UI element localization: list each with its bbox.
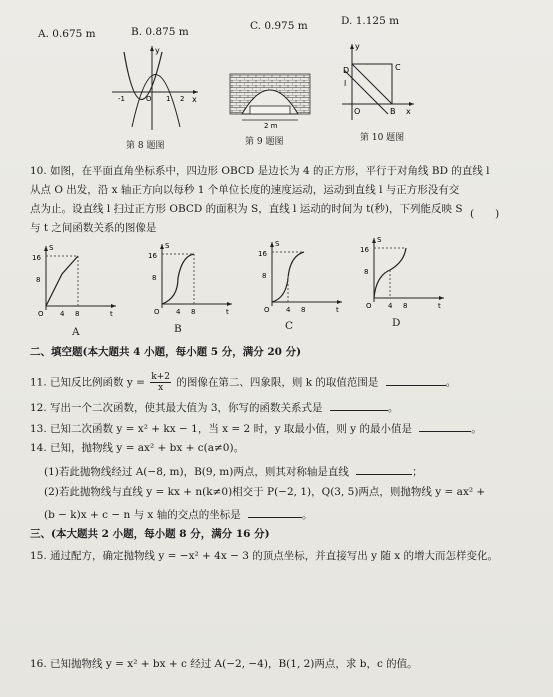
fig8-origin: O xyxy=(146,95,152,103)
label-c: C xyxy=(285,320,294,332)
section-2-title: 二、填空题(本大题共 4 小题，每小题 5 分，满分 20 分) xyxy=(30,346,302,358)
q14-intro: 14. 已知，抛物线 y = ax² + bx + c(a≠0)。 xyxy=(30,442,245,454)
graph-d-4: 4 xyxy=(388,302,393,310)
fig9-dimension: 2 m xyxy=(264,122,278,130)
q12: 12. 写出一个二次函数，使其最大值为 3，你写的函数关系式是 。 xyxy=(30,402,399,414)
q14-part2b-text: (b − k)x + c − n 与 x 轴的交点的坐标是 xyxy=(44,509,241,521)
graph-b-8t: 8 xyxy=(191,308,196,316)
graph-d-16: 16 xyxy=(360,246,369,254)
label-a: A xyxy=(72,326,80,338)
graph-option-a xyxy=(32,240,122,320)
q13-text: 13. 已知二次函数 y = x² + kx − 1，当 x = 2 时，y 取最小值，则 y 的最小值是 xyxy=(30,423,412,435)
graph-b-s: S xyxy=(165,242,170,250)
graph-c-16: 16 xyxy=(258,250,267,258)
q13-answer-blank[interactable] xyxy=(419,421,471,432)
fig8-minus1: -1 xyxy=(118,95,125,103)
graph-b-t: t xyxy=(226,308,229,316)
figure-8-graph xyxy=(110,42,202,134)
graph-b-o: O xyxy=(154,308,160,316)
graph-a-4: 4 xyxy=(60,310,65,318)
graph-option-b xyxy=(148,238,238,318)
fig10-y-label: y xyxy=(355,42,360,51)
q10-line1: 10. 如图，在平面直角坐标系中，四边形 OBCD 是边长为 4 的正方形，平行于对角线 BD 的直线 l xyxy=(30,165,490,177)
fig10-origin: O xyxy=(354,107,361,116)
graph-d-8t: 8 xyxy=(403,302,408,310)
option-a: A. 0.675 m xyxy=(38,28,96,40)
graph-a-8: 8 xyxy=(36,276,41,284)
q11: 11. 已知反比例函数 y = $\frac{k+2}{x}$ 的图像在第二、四象限，则 k 的取值范围是 。 xyxy=(30,372,457,393)
figure-10-caption: 第 10 题图 xyxy=(360,133,405,143)
fig8-x-label: x xyxy=(192,95,197,104)
q14-part2b: (b − k)x + c − n 与 x 轴的交点的坐标是 。 xyxy=(44,509,313,521)
graph-option-d xyxy=(360,232,450,312)
graph-a-16: 16 xyxy=(32,254,41,262)
q16: 16. 已知抛物线 y = x² + bx + c 经过 A(−2, −4)，B(1, 2)两点，求 b，c 的值。 xyxy=(30,658,418,670)
q10-line4: 与 t 之间函数关系的图像是 xyxy=(30,222,157,234)
q15: 15. 通过配方，确定抛物线 y = −x² + 4x − 3 的顶点坐标，并直接写出 y 随 x 的增大而怎样变化。 xyxy=(30,550,498,562)
figure-10-square xyxy=(338,40,418,124)
q14-part1: (1)若此抛物线经过 A(−8, m)，B(9, m)两点，则其对称轴是直线 ； xyxy=(44,466,423,478)
figure-8-caption: 第 8 题图 xyxy=(126,141,165,151)
graph-a-t: t xyxy=(110,310,113,318)
section-3-title: 三、(本大题共 2 小题，每小题 8 分，满分 16 分) xyxy=(30,528,270,540)
graph-b-16: 16 xyxy=(148,252,157,260)
figure-9-tunnel xyxy=(228,70,312,130)
option-d: D. 1.125 m xyxy=(341,15,400,27)
q13: 13. 已知二次函数 y = x² + kx − 1，当 x = 2 时，y 取最小值，则 y 的最小值是 。 xyxy=(30,423,482,435)
graph-b-4: 4 xyxy=(176,308,181,316)
graph-a-8t: 8 xyxy=(75,310,80,318)
graph-d-t: t xyxy=(438,302,441,310)
label-b: B xyxy=(174,323,182,335)
q10-answer-paren: ( ) xyxy=(470,208,500,220)
fig8-two: 2 xyxy=(180,95,185,103)
graph-c-s: S xyxy=(275,240,280,248)
graph-c-4: 4 xyxy=(286,306,291,314)
label-d: D xyxy=(392,317,401,329)
graph-a-o: O xyxy=(38,310,44,318)
graph-c-8t: 8 xyxy=(301,306,306,314)
fig8-one: 1 xyxy=(166,95,171,103)
figure-9-caption: 第 9 题图 xyxy=(245,137,284,147)
graph-d-8: 8 xyxy=(364,268,369,276)
q11-pre: 11. 已知反比例函数 y = xyxy=(30,376,145,389)
q14-part2a: (2)若此抛物线与直线 y = kx + n(k≠0)相交于 P(−2, 1)，Q(3, 5)两点，则抛物线 y = ax² + xyxy=(44,486,486,498)
fig10-C: C xyxy=(395,63,401,72)
graph-d-o: O xyxy=(366,302,372,310)
graph-b-8: 8 xyxy=(152,274,157,282)
option-c: C. 0.975 m xyxy=(250,20,308,32)
option-b: B. 0.875 m xyxy=(131,26,189,38)
graph-c-8: 8 xyxy=(262,272,267,280)
q11-post: 的图像在第二、四象限，则 k 的取值范围是 xyxy=(176,376,379,389)
q12-text: 12. 写出一个二次函数，使其最大值为 3，你写的函数关系式是 xyxy=(30,402,323,414)
fig10-D: D xyxy=(343,66,350,75)
fig8-y-label: y xyxy=(155,46,160,55)
q14-part1-text: (1)若此抛物线经过 A(−8, m)，B(9, m)两点，则其对称轴是直线 xyxy=(44,466,349,478)
q11-fraction xyxy=(150,372,171,393)
q11-denominator: x xyxy=(158,383,164,393)
graph-c-t: t xyxy=(336,306,339,314)
graph-d-s: S xyxy=(377,236,382,244)
q11-numerator: k+2 xyxy=(151,372,171,382)
graph-c-o: O xyxy=(264,306,270,314)
graph-option-c xyxy=(258,236,348,316)
graph-a-s: S xyxy=(49,244,54,252)
q10-line2: 从点 O 出发，沿 x 轴正方向以每秒 1 个单位长度的速度运动，运动到直线 l 与正方形没有交 xyxy=(30,184,460,196)
fig10-B: B xyxy=(390,107,396,116)
q12-answer-blank[interactable] xyxy=(330,400,388,411)
q14-part2-blank[interactable] xyxy=(248,507,302,518)
fig10-x-label: x xyxy=(406,107,411,116)
fig10-line-l: l xyxy=(344,79,347,88)
q10-line3: 点为止。设直线 l 扫过正方形 OBCD 的面积为 S，直线 l 运动的时间为 t(秒)，下列能反映 S xyxy=(30,203,463,215)
q11-answer-blank[interactable] xyxy=(386,375,446,386)
q14-part1-blank[interactable] xyxy=(356,464,412,475)
